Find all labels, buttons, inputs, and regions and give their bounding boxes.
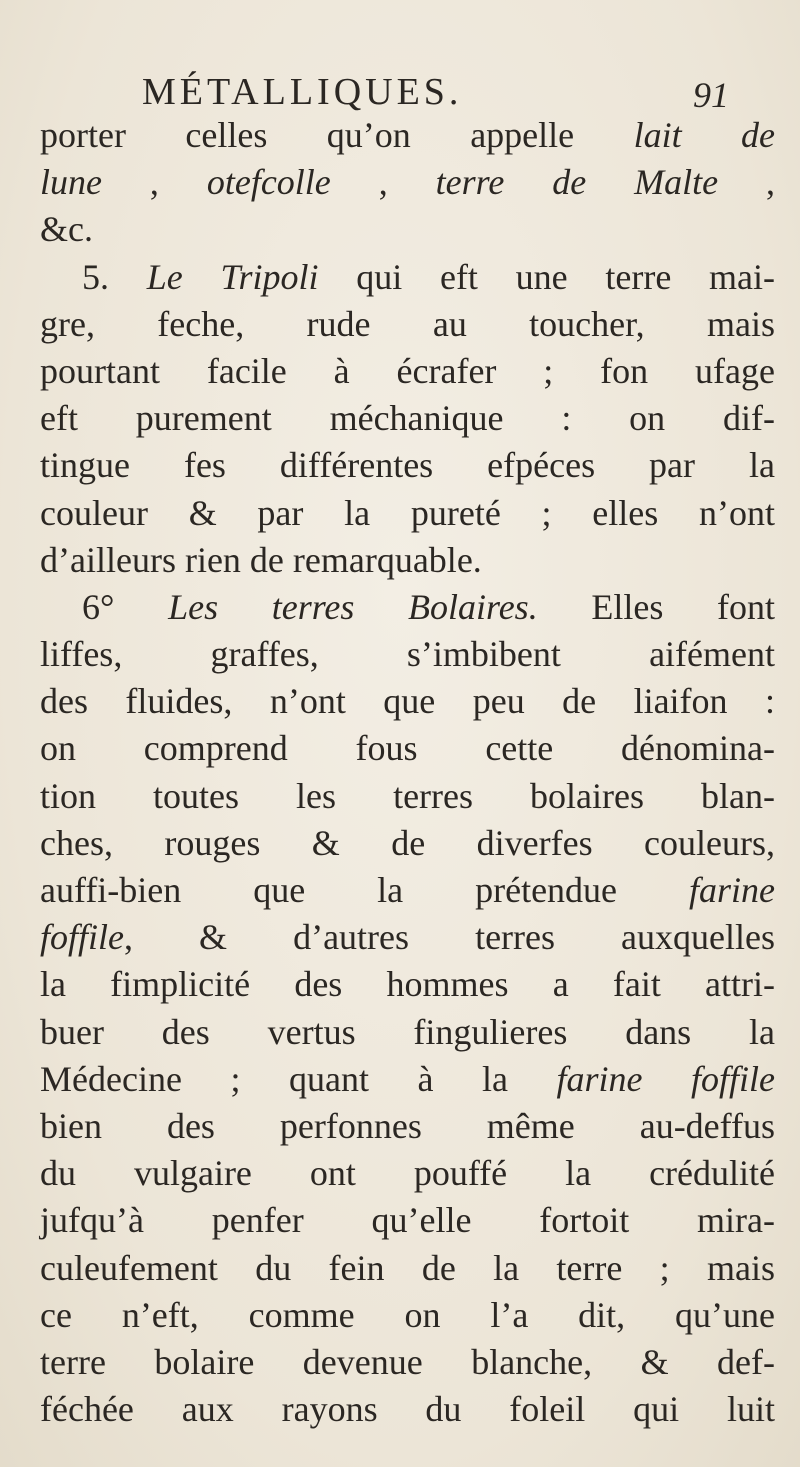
text-segment: terre bolaire devenue blanche, & def- bbox=[40, 1341, 775, 1382]
text-segment: tion toutes les terres bolaires blan- bbox=[40, 775, 775, 816]
text-segment: porter celles qu’on appelle bbox=[40, 115, 634, 155]
text-line bbox=[40, 1245, 775, 1292]
text-segment: Elles font bbox=[537, 586, 775, 627]
text-segment: la fimplicité des hommes a fait attri- bbox=[40, 964, 775, 1005]
text-line bbox=[40, 112, 775, 159]
text-line bbox=[40, 1056, 775, 1103]
text-line bbox=[40, 725, 775, 772]
text-segment: eft purement méchanique : on dif- bbox=[40, 398, 775, 439]
text-segment: du vulgaire ont pouffé la crédulité bbox=[40, 1153, 775, 1194]
text-line bbox=[40, 442, 775, 489]
page-number: 91 bbox=[693, 75, 729, 115]
text-segment: 6° bbox=[82, 586, 169, 627]
italic-text-segment: farine bbox=[689, 870, 775, 910]
text-segment: des fluides, n’ont que peu de liaifon : bbox=[40, 681, 775, 722]
text-segment: qui eft une terre mai- bbox=[318, 256, 775, 297]
text-segment: ches, rouges & de diverfes couleurs, bbox=[40, 822, 775, 863]
text-line bbox=[40, 1009, 775, 1056]
text-segment: , & d’autres terres auxquelles bbox=[124, 917, 775, 958]
text-line bbox=[40, 206, 775, 253]
text-line bbox=[40, 1150, 775, 1197]
text-segment: liffes, graffes, s’imbibent aifément bbox=[40, 634, 775, 675]
body-text bbox=[40, 112, 775, 1433]
text-line bbox=[40, 1103, 775, 1150]
text-line bbox=[40, 773, 775, 820]
text-line bbox=[40, 348, 775, 395]
text-line bbox=[40, 914, 775, 961]
italic-text-segment: otefcolle bbox=[206, 162, 331, 203]
text-segment: 5. bbox=[82, 256, 147, 297]
text-segment: , bbox=[330, 162, 436, 203]
text-line bbox=[40, 1386, 775, 1433]
page-header bbox=[0, 62, 800, 114]
text-line bbox=[40, 678, 775, 725]
text-line bbox=[40, 867, 775, 914]
text-segment: &c. bbox=[40, 209, 93, 250]
text-segment: d’ailleurs rien de remarquable. bbox=[40, 539, 482, 580]
text-line bbox=[40, 820, 775, 867]
text-segment: tingue fes différentes efpéces par la bbox=[40, 445, 775, 486]
text-line bbox=[40, 584, 775, 631]
text-segment: couleur & par la pureté ; elles n’ont bbox=[40, 492, 775, 533]
italic-text-segment: lune bbox=[40, 162, 102, 203]
italic-text-segment: terre de Malte bbox=[435, 162, 719, 203]
text-segment: on comprend fous cette dénomina- bbox=[40, 728, 775, 769]
text-segment: culeufement du fein de la terre ; mais bbox=[40, 1247, 775, 1288]
text-line bbox=[40, 631, 775, 678]
text-segment: bien des perfonnes même au-deffus bbox=[40, 1105, 775, 1146]
text-line bbox=[40, 1292, 775, 1339]
italic-text-segment: lait de bbox=[633, 115, 775, 155]
italic-text-segment: foffile bbox=[40, 917, 124, 958]
italic-text-segment: Le Tripoli bbox=[146, 256, 319, 297]
running-head: MÉTALLIQUES. bbox=[142, 71, 463, 113]
text-line bbox=[40, 254, 775, 301]
text-segment: auffi-bien que la prétendue bbox=[40, 870, 689, 910]
italic-text-segment: farine foffile bbox=[556, 1058, 775, 1099]
text-segment: ce n’eft, comme on l’a dit, qu’une bbox=[40, 1294, 775, 1335]
text-segment: , bbox=[718, 162, 776, 203]
text-segment: buer des vertus fingulieres dans la bbox=[40, 1011, 775, 1052]
text-segment: jufqu’à penfer qu’elle fortoit mira- bbox=[40, 1200, 775, 1241]
text-line bbox=[40, 537, 775, 584]
text-segment: pourtant facile à écrafer ; fon ufage bbox=[40, 350, 775, 391]
text-segment: gre, feche, rude au toucher, mais bbox=[40, 303, 775, 344]
text-line bbox=[40, 1339, 775, 1386]
text-line bbox=[40, 395, 775, 442]
text-line bbox=[40, 961, 775, 1008]
text-line bbox=[40, 159, 775, 206]
text-line bbox=[40, 301, 775, 348]
italic-text-segment: Les terres Bolaires. bbox=[168, 586, 538, 627]
text-line bbox=[40, 1197, 775, 1244]
text-segment: Médecine ; quant à la bbox=[40, 1058, 557, 1099]
text-line bbox=[40, 490, 775, 537]
text-segment: féchée aux rayons du foleil qui luit bbox=[40, 1389, 775, 1430]
text-segment: , bbox=[101, 162, 207, 203]
